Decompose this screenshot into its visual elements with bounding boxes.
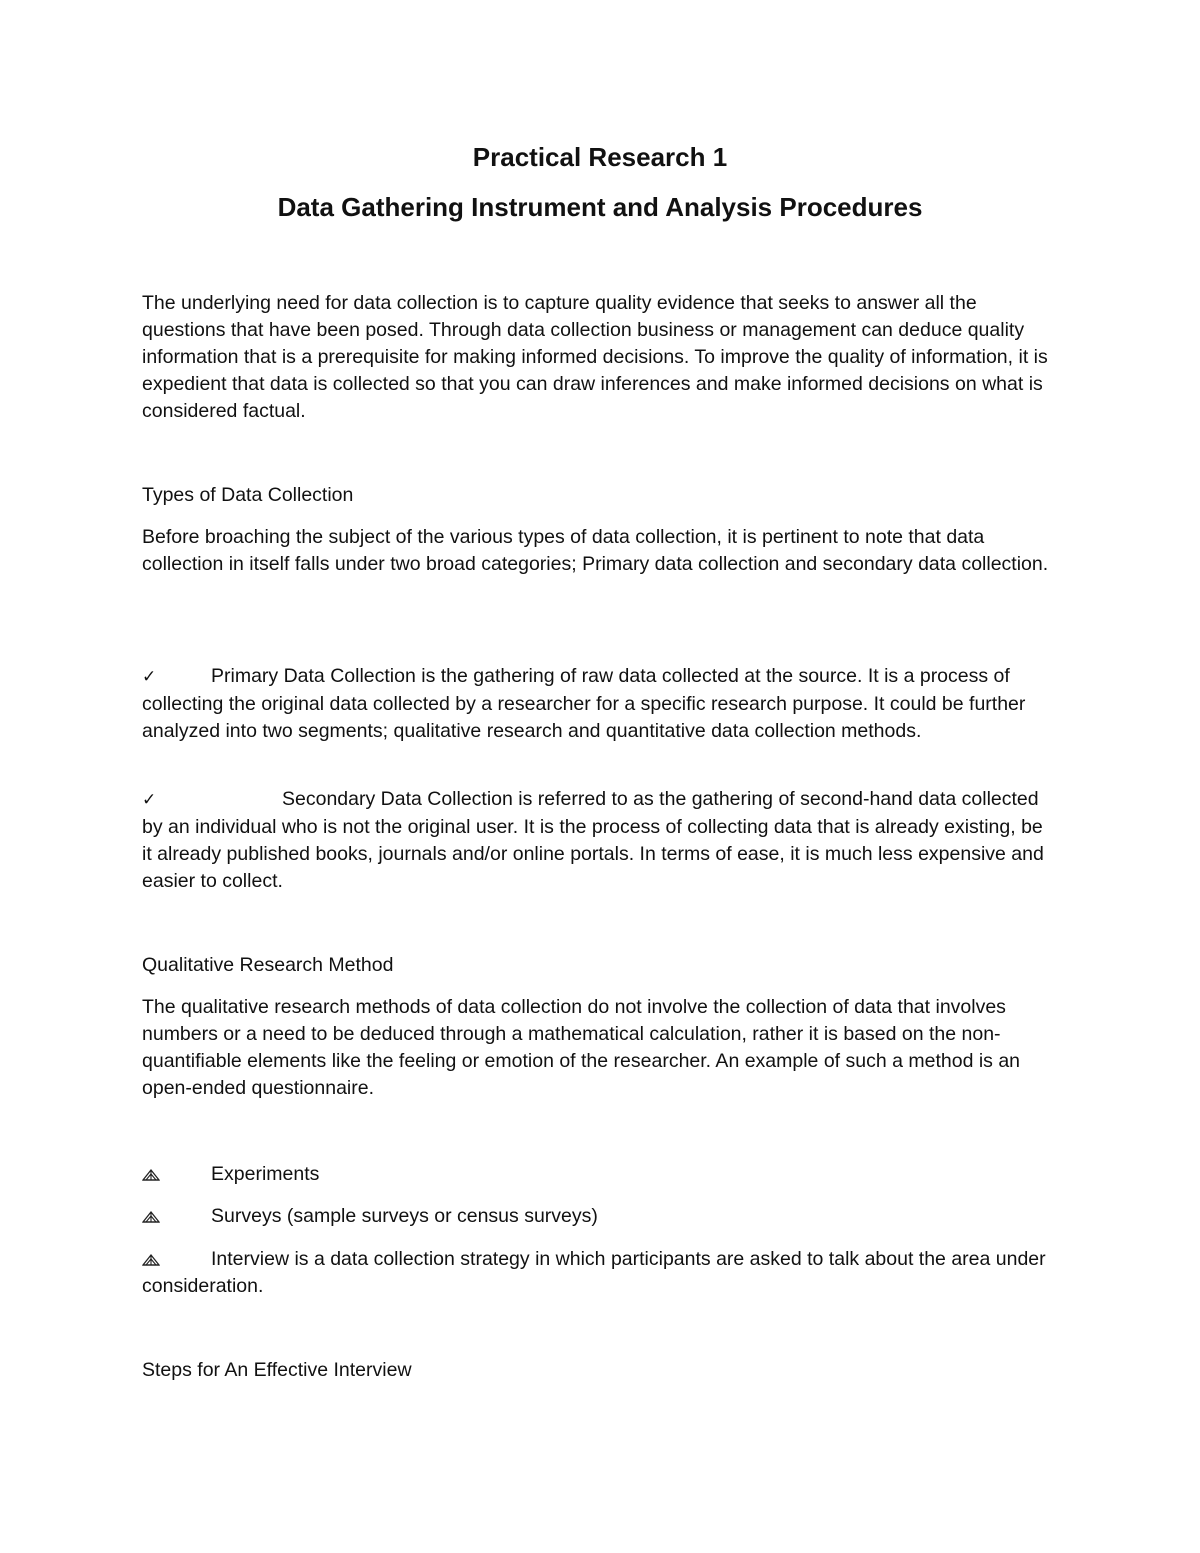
list-item-text: Experiments (211, 1163, 320, 1185)
document-title: Practical Research 1 (472, 142, 728, 172)
secondary-collection-text: Secondary Data Collection is referred to as the gathering of second-hand data collected by an individual who is not the original user. It is the process of collecting data that is already existing, be it already published books, journals and/or online portals. In terms of ease, it is much less expensive and easier to collect. (142, 788, 1044, 892)
checkmark-icon: ✓ (142, 667, 157, 687)
types-heading: Types of Data Collection (142, 484, 354, 506)
list-item-text: Surveys (sample surveys or census surveys) (211, 1205, 598, 1227)
wing-bullet-icon (142, 1253, 211, 1267)
list-item (142, 1161, 1054, 1188)
primary-collection-item (142, 663, 1054, 745)
intro-paragraph: The underlying need for data collection is to capture quality evidence that seeks to answer all the questions that have been posed. Through data collection business or management can deduce quality information that is a prerequisite for making informed decisions. To improve the quality of information, it is expedient that data is collected so that you can draw inferences and make informed decisions on what is considered factual. (142, 292, 1048, 422)
list-item (142, 1203, 1054, 1230)
wing-bullet-icon (142, 1168, 211, 1182)
primary-collection-text: Primary Data Collection is the gathering of raw data collected at the source. It is a process of collecting the original data collected by a researcher for a specific research purpose. It could be further analyzed into two segments; qualitative research and quantitative data collection methods. (142, 665, 1026, 742)
secondary-collection-item (142, 786, 1054, 895)
wing-bullet-icon (142, 1210, 211, 1224)
qualitative-paragraph: The qualitative research methods of data collection do not involve the collection of data that involves numbers or a need to be deduced through a mathematical calculation, rather it is based on the non-quantifiable elements like the feeling or emotion of the researcher. An example of such a method is an open-ended questionnaire. (142, 996, 1021, 1099)
list-item (142, 1246, 1054, 1300)
checkmark-icon: ✓ (142, 790, 157, 810)
document-subtitle: Data Gathering Instrument and Analysis Procedures (277, 192, 923, 222)
qualitative-heading: Qualitative Research Method (142, 954, 394, 976)
types-paragraph: Before broaching the subject of the various types of data collection, it is pertinent to note that data collection in itself falls under two broad categories; Primary data collection and secondary data collection. (142, 526, 1049, 575)
list-item-text: Interview is a data collection strategy in which participants are asked to talk about the area under consideration. (142, 1248, 1046, 1297)
steps-heading: Steps for An Effective Interview (142, 1359, 412, 1381)
